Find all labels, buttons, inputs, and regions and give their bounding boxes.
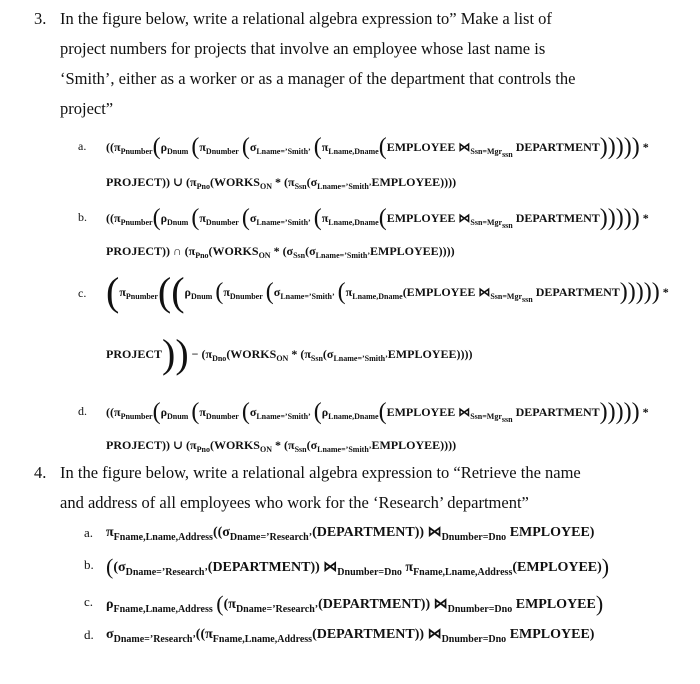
question-4-line-1: In the figure below, write a relational algebra expression to “Retrieve the name xyxy=(60,463,581,482)
q3-option-c-line-1: ($\pi_{Pnumber}((\rho_{Dnum}$ ($\pi_{Dnumber}$ ($\sigma_{Lname=’Smith’}$ ($\pi_{Lname,Dname}(EMPLOYEE$ $⋈_{Ssn=Mgr_{ssn}}$ DEPARTMENT))))) * xyxy=(106,269,669,314)
q3-option-d-label: d. xyxy=(78,404,87,418)
q4-option-a-expr: $\pi_{Fname,Lname,Address}((\sigma_{Dname=’Research’}(DEPARTMENT))$ $⋈_{Dnumber=Dno}$ EMPLOYEE) xyxy=(106,525,595,543)
q3-option-d-line-2: PROJECT)) ∪ ($\pi_{Pno}(WORKS_{ON}$ * $(\pi_{Ssn}(\sigma_{Lname=’Smith’}EMPLOYEE))$)) xyxy=(106,438,457,454)
q3-option-d-line-1: (($\pi_{Pnumber}(\rho_{Dnum}$ ($\pi_{Dnumber}$ ($\sigma_{Lname=’Smith’}$ ($\rho_{Lname,Dname}(EMPLOYEE$ $⋈_{Ssn=Mgr_{ssn}}$ DEPARTMENT))))) * xyxy=(106,399,649,425)
question-3-line-3: ‘Smith’, either as a worker or as a manager of the department that controls the xyxy=(60,69,576,88)
q3-option-c-line-2: PROJECT)) − ($\pi_{Dno}(WORKS_{ON}$ * $(\pi_{Ssn}(\sigma_{Lname=’Smith’}EMPLOYEE))$)) xyxy=(106,331,473,376)
question-4-line-2: and address of all employees who work for the ‘Research’ department” xyxy=(60,493,529,512)
question-3-line-4: project” xyxy=(60,99,114,118)
q3-option-a-label: a. xyxy=(78,139,87,153)
q4-option-c-label: c. xyxy=(84,594,94,609)
q3-option-a-line-1: (($\pi_{Pnumber}(\rho_{Dnum}$ ($\pi_{Dnumber}$ ($\sigma_{Lname=’Smith’}$ ($\pi_{Lname,Dname}(EMPLOYEE$ $⋈_{Ssn=Mgr_{ssn}}$ DEPARTMENT))))) * xyxy=(106,134,649,160)
question-3-line-2: project numbers for projects that involve an employee whose last name is xyxy=(60,39,546,58)
q3-option-b-line-1: (($\pi_{Pnumber}(\rho_{Dnum}$ ($\pi_{Dnumber}$ ($\sigma_{Lname=’Smith’}$ ($\pi_{Lname,Dname}(EMPLOYEE$ $⋈_{Ssn=Mgr_{ssn}}$ DEPARTMENT))))) * xyxy=(106,205,649,231)
q3-option-c-label: c. xyxy=(78,286,87,300)
q4-option-d-label: d. xyxy=(84,627,94,642)
q4-option-d-expr: $\sigma_{Dname=’Research’}((\pi_{Fname,Lname,Address}(DEPARTMENT))$ $⋈_{Dnumber=Dno}$ EMPLOYEE) xyxy=(106,627,595,645)
question-3-line-1: In the figure below, write a relational algebra expression to” Make a list of xyxy=(60,9,552,28)
q3-option-b-line-2: PROJECT)) ∩ ($\pi_{Pno}(WORKS_{ON}$ * $(\sigma_{Ssn}(\sigma_{Lname=’Smith’}EMPLOYEE))$)) xyxy=(106,244,455,260)
question-4-number: 4. xyxy=(34,463,47,482)
question-3 xyxy=(34,4,674,124)
question-4 xyxy=(34,458,674,518)
q4-option-c-expr: $\rho_{Fname,Lname,Address}$ ($(\pi_{Dname=’Research’}(DEPARTMENT))$ $⋈_{Dnumber=Dno}$ EMPLOYEE) xyxy=(106,591,604,616)
q3-option-a-line-2: PROJECT)) ∪ ($\pi_{Pno}(WORKS_{ON}$ * $(\pi_{Ssn}(\sigma_{Lname=’Smith’}EMPLOYEE))$)) xyxy=(106,175,457,191)
question-3-number: 3. xyxy=(34,9,47,28)
q4-option-b-expr: ($(\sigma_{Dname=’Research’}(DEPARTMENT))$ $⋈_{Dnumber=Dno}$ $\pi_{Fname,Lname,Address}(EMPLOYEE)$) xyxy=(106,554,610,579)
q4-option-a-label: a. xyxy=(84,525,94,540)
q4-option-b-label: b. xyxy=(84,557,94,572)
q3-option-b-label: b. xyxy=(78,210,87,224)
